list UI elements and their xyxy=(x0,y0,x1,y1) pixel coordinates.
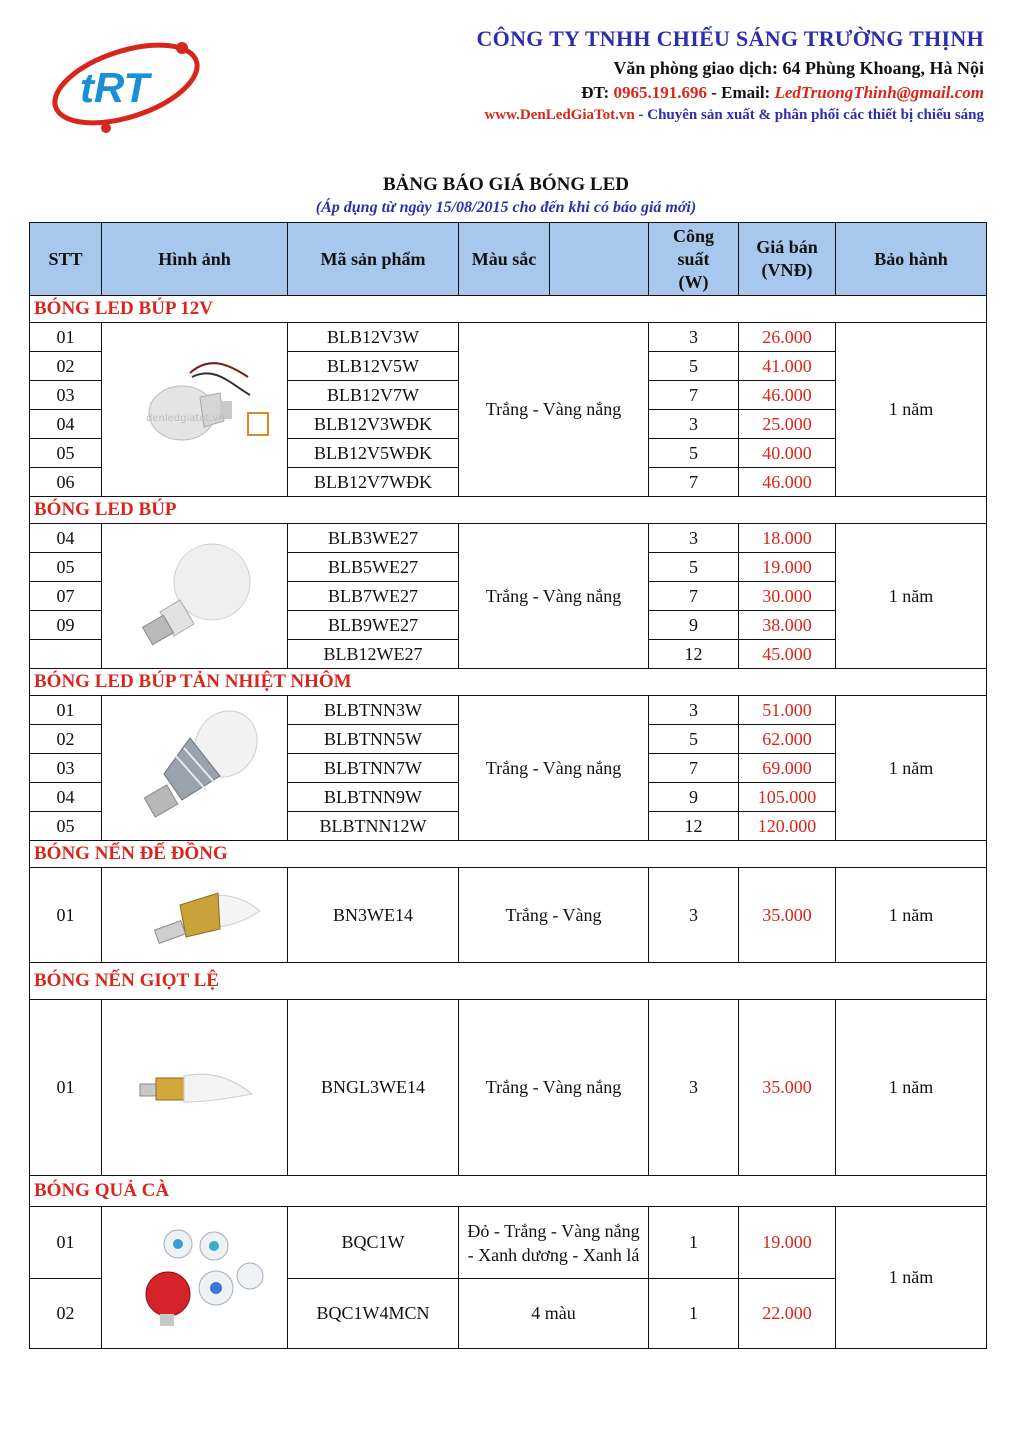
price-cell: 22.000 xyxy=(739,1279,836,1349)
stt-cell: 06 xyxy=(30,468,102,497)
price-cell: 40.000 xyxy=(739,439,836,468)
stt-cell: 04 xyxy=(30,783,102,812)
code-cell: BQC1W4MCN xyxy=(288,1279,459,1349)
warranty-cell: 1 năm xyxy=(836,1207,987,1349)
power-cell: 3 xyxy=(649,410,739,439)
code-cell: BLB12V7W xyxy=(288,381,459,410)
code-cell: BLBTNN12W xyxy=(288,812,459,841)
email-label: - Email: xyxy=(706,83,775,102)
code-cell: BNGL3WE14 xyxy=(288,1000,459,1176)
code-cell: BLBTNN5W xyxy=(288,725,459,754)
stt-cell: 01 xyxy=(30,1000,102,1176)
color-cell: Trắng - Vàng nắng xyxy=(459,696,649,841)
color-cell: Trắng - Vàng nắng xyxy=(459,1000,649,1176)
stt-cell: 09 xyxy=(30,611,102,640)
category-row xyxy=(30,669,987,696)
page-subtitle: (Áp dụng từ ngày 15/08/2015 cho đến khi có báo giá mới) xyxy=(315,199,697,216)
stt-cell: 04 xyxy=(30,524,102,553)
led-bulb-e27-image xyxy=(120,526,270,666)
price-cell: 51.000 xyxy=(739,696,836,725)
code-cell: BLB12V5W xyxy=(288,352,459,381)
warranty-cell: 1 năm xyxy=(836,868,987,963)
stt-cell: 05 xyxy=(30,553,102,582)
product-image-cell xyxy=(102,323,288,497)
teardrop-candle-bulb-image xyxy=(120,1058,270,1118)
code-cell: BLB5WE27 xyxy=(288,553,459,582)
candle-bulb-brass-image xyxy=(120,875,270,955)
table-row xyxy=(30,1000,987,1176)
email-link[interactable]: LedTruongThinh@gmail.com xyxy=(774,83,984,102)
code-cell: BLB12V5WĐK xyxy=(288,439,459,468)
category-title: BÓNG NẾN ĐẾ ĐỒNG xyxy=(30,841,987,868)
header-code: Mã sản phẩm xyxy=(288,223,459,296)
slogan: - Chuyên sản xuất & phân phối các thiết bị chiếu sáng xyxy=(634,107,984,123)
code-cell: BLBTNN9W xyxy=(288,783,459,812)
power-cell: 7 xyxy=(649,582,739,611)
price-cell: 69.000 xyxy=(739,754,836,783)
company-name: CÔNG TY TNHH CHIẾU SÁNG TRƯỜNG THỊNH xyxy=(476,26,984,51)
stt-cell: 02 xyxy=(30,1279,102,1349)
code-cell: BLB12V3W xyxy=(288,323,459,352)
category-title: BÓNG LED BÚP 12V xyxy=(30,296,987,323)
code-cell: BN3WE14 xyxy=(288,868,459,963)
watermark-text: denledgiatot.vn xyxy=(145,412,225,424)
warranty-cell: 1 năm xyxy=(836,323,987,497)
warranty-cell: 1 năm xyxy=(836,524,987,669)
price-cell: 35.000 xyxy=(739,868,836,963)
price-cell: 25.000 xyxy=(739,410,836,439)
power-cell: 5 xyxy=(649,553,739,582)
price-cell: 120.000 xyxy=(739,812,836,841)
header-image: Hình ảnh xyxy=(102,223,288,296)
power-cell: 3 xyxy=(649,524,739,553)
office-address: Văn phòng giao dịch: 64 Phùng Khoang, Hà Nội xyxy=(613,58,984,78)
svg-text:tRT: tRT xyxy=(80,64,150,111)
table-row xyxy=(30,868,987,963)
phone-label: ĐT: xyxy=(581,83,614,102)
price-cell: 19.000 xyxy=(739,553,836,582)
code-cell: BLB7WE27 xyxy=(288,582,459,611)
color-cell: Trắng - Vàng xyxy=(459,868,649,963)
globe-bulbs-image xyxy=(120,1218,270,1338)
power-cell: 1 xyxy=(649,1207,739,1279)
table-header-row xyxy=(30,223,987,296)
stt-cell: 05 xyxy=(30,439,102,468)
category-row xyxy=(30,497,987,524)
stt-cell: 04 xyxy=(30,410,102,439)
category-title: BÓNG LED BÚP TẢN NHIỆT NHÔM xyxy=(30,669,987,696)
power-cell: 1 xyxy=(649,1279,739,1349)
power-cell: 9 xyxy=(649,783,739,812)
price-cell: 38.000 xyxy=(739,611,836,640)
stt-cell: 03 xyxy=(30,381,102,410)
website-line xyxy=(476,107,984,124)
company-logo xyxy=(44,34,204,134)
color-cell: 4 màu xyxy=(459,1279,649,1349)
table-row xyxy=(30,1207,987,1279)
stt-cell: 01 xyxy=(30,696,102,725)
price-cell: 26.000 xyxy=(739,323,836,352)
product-image-cell xyxy=(102,1207,288,1349)
stt-cell: 02 xyxy=(30,352,102,381)
category-row xyxy=(30,841,987,868)
power-cell: 7 xyxy=(649,754,739,783)
power-cell: 5 xyxy=(649,352,739,381)
trt-logo-icon xyxy=(44,34,204,134)
product-image-cell xyxy=(102,524,288,669)
led-bulb-12v-image xyxy=(120,335,270,485)
power-cell: 5 xyxy=(649,439,739,468)
power-cell: 12 xyxy=(649,640,739,669)
price-cell: 18.000 xyxy=(739,524,836,553)
power-cell: 12 xyxy=(649,812,739,841)
code-cell: BLBTNN3W xyxy=(288,696,459,725)
header-warranty: Bảo hành xyxy=(836,223,987,296)
power-cell: 7 xyxy=(649,381,739,410)
category-title: BÓNG NẾN GIỌT LỆ xyxy=(30,963,987,1000)
code-cell: BLBTNN7W xyxy=(288,754,459,783)
header-stt: STT xyxy=(30,223,102,296)
price-cell: 46.000 xyxy=(739,381,836,410)
category-row xyxy=(30,296,987,323)
website-link[interactable]: www.DenLedGiaTot.vn xyxy=(484,107,635,123)
category-row xyxy=(30,1176,987,1207)
code-cell: BQC1W xyxy=(288,1207,459,1279)
stt-cell: 01 xyxy=(30,868,102,963)
product-image-cell xyxy=(102,1000,288,1176)
phone-number[interactable]: 0965.191.696 xyxy=(613,83,707,102)
stt-cell: 01 xyxy=(30,323,102,352)
power-cell: 3 xyxy=(649,696,739,725)
company-info xyxy=(476,26,984,124)
stt-cell: 01 xyxy=(30,1207,102,1279)
table-row xyxy=(30,696,987,725)
stt-cell xyxy=(30,640,102,669)
warranty-cell: 1 năm xyxy=(836,1000,987,1176)
header-price: Giá bán (VNĐ) xyxy=(739,223,836,296)
price-cell: 45.000 xyxy=(739,640,836,669)
category-title: BÓNG LED BÚP xyxy=(30,497,987,524)
aluminium-led-bulb-image xyxy=(120,698,270,838)
price-cell: 30.000 xyxy=(739,582,836,611)
power-cell: 3 xyxy=(649,323,739,352)
product-image-cell xyxy=(102,696,288,841)
category-row xyxy=(30,963,987,1000)
product-image-cell xyxy=(102,868,288,963)
price-cell: 41.000 xyxy=(739,352,836,381)
stt-cell: 05 xyxy=(30,812,102,841)
stt-cell: 03 xyxy=(30,754,102,783)
table-row xyxy=(30,524,987,553)
price-cell: 62.000 xyxy=(739,725,836,754)
header-color: Màu sắc xyxy=(459,223,550,296)
category-title: BÓNG QUẢ CÀ xyxy=(30,1176,987,1207)
color-cell: Đỏ - Trắng - Vàng nắng - Xanh dương - Xanh lá xyxy=(459,1207,649,1279)
price-cell: 105.000 xyxy=(739,783,836,812)
power-cell: 3 xyxy=(649,868,739,963)
power-cell: 5 xyxy=(649,725,739,754)
stt-cell: 02 xyxy=(30,725,102,754)
table-row xyxy=(30,323,987,352)
contact-line xyxy=(476,83,984,103)
price-table xyxy=(29,222,987,1349)
warranty-cell: 1 năm xyxy=(836,696,987,841)
price-cell: 19.000 xyxy=(739,1207,836,1279)
power-cell: 7 xyxy=(649,468,739,497)
stt-cell: 07 xyxy=(30,582,102,611)
price-cell: 46.000 xyxy=(739,468,836,497)
color-cell: Trắng - Vàng nắng xyxy=(459,524,649,669)
code-cell: BLB12WE27 xyxy=(288,640,459,669)
code-cell: BLB9WE27 xyxy=(288,611,459,640)
code-cell: BLB12V3WĐK xyxy=(288,410,459,439)
color-cell: Trắng - Vàng nắng xyxy=(459,323,649,497)
code-cell: BLB12V7WĐK xyxy=(288,468,459,497)
header-empty xyxy=(550,223,649,296)
code-cell: BLB3WE27 xyxy=(288,524,459,553)
power-cell: 3 xyxy=(649,1000,739,1176)
price-cell: 35.000 xyxy=(739,1000,836,1176)
header-power: Công suất (W) xyxy=(649,223,739,296)
page-title: BẢNG BÁO GIÁ BÓNG LED xyxy=(383,174,629,195)
power-cell: 9 xyxy=(649,611,739,640)
